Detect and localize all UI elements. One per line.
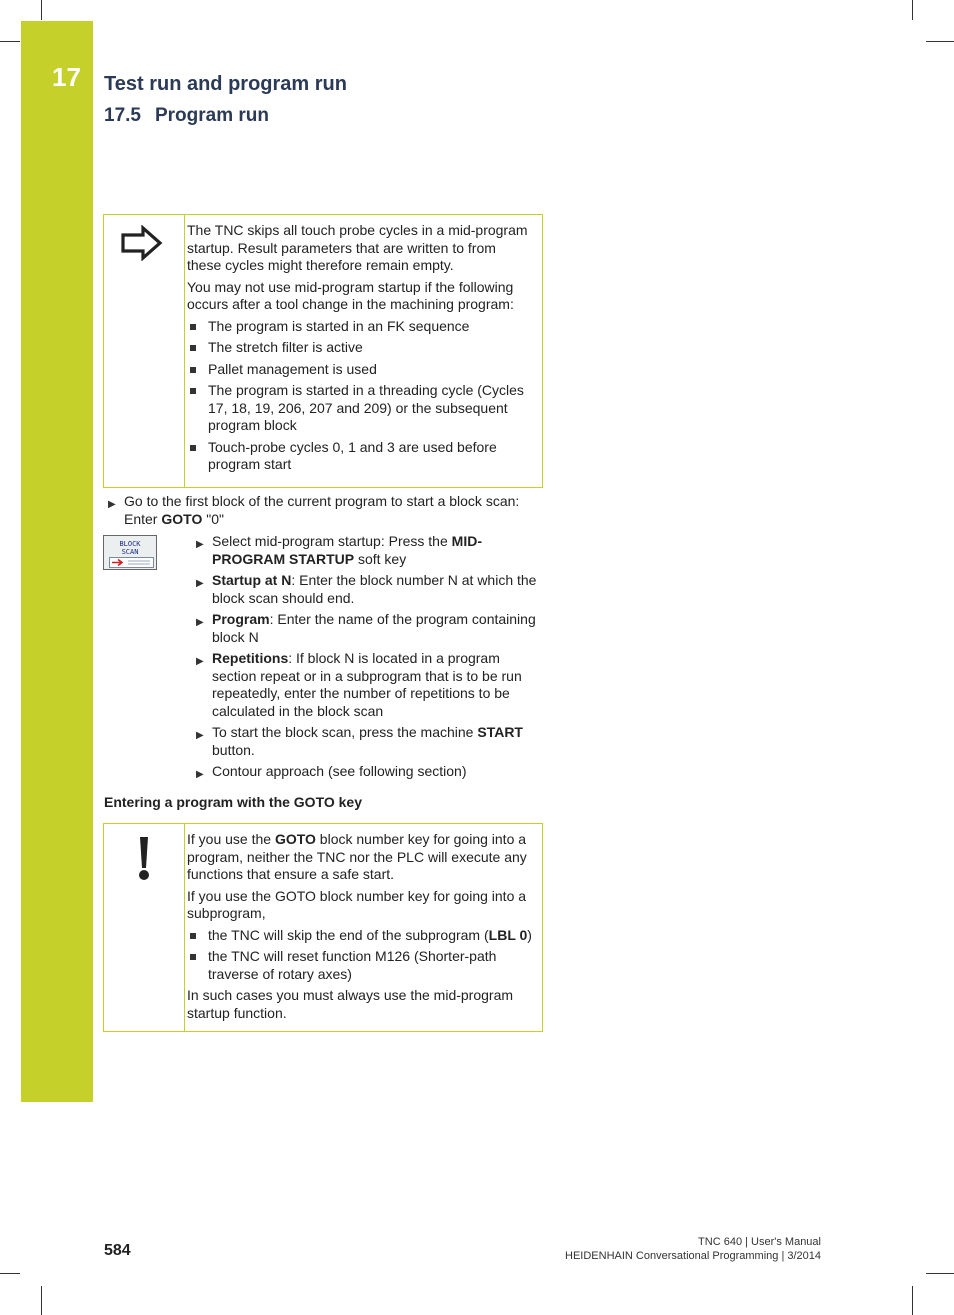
list-item: The stretch filter is active	[187, 339, 534, 357]
keyword: GOTO	[274, 831, 316, 847]
list-item: the TNC will skip the end of the subprogram (LBL 0)	[187, 927, 534, 945]
triangle-bullet-icon: ▶	[196, 769, 204, 780]
list-item: the TNC will reset function M126 (Shorter-path traverse of rotary axes)	[187, 948, 534, 983]
triangle-bullet-icon: ▶	[196, 730, 204, 741]
keyword: START	[477, 724, 523, 740]
keyword: Program	[212, 611, 270, 627]
steps-main	[104, 493, 544, 532]
step-goto: ▶ Go to the first block of the current program to start a block scan: Enter GOTO "0"	[108, 493, 520, 527]
softkey-label: SCAN	[121, 548, 139, 556]
note-content	[187, 824, 542, 1031]
note-bullet-list	[187, 318, 534, 474]
crop-mark	[912, 1286, 913, 1315]
step-contour-approach: ▶ Contour approach (see following section)	[192, 763, 544, 781]
note-box-warning	[103, 823, 543, 1032]
section-name: Program run	[154, 105, 270, 126]
keyword: Repetitions	[212, 650, 289, 666]
chapter-number: 17	[52, 62, 81, 92]
note-paragraph: If you use the GOTO block number key for going into a program, neither the TNC nor the PLC will execute any functions that ensure a safe start.	[187, 831, 527, 882]
keyword: GOTO	[161, 510, 203, 527]
triangle-bullet-icon: ▶	[108, 499, 116, 510]
note-bullet-list	[187, 927, 534, 984]
red-arrow-icon	[110, 558, 153, 567]
section-title	[104, 105, 269, 127]
crop-mark	[0, 1273, 20, 1274]
note-paragraph: In such cases you must always use the mid-program startup function.	[187, 987, 514, 1021]
crop-mark	[926, 41, 954, 42]
subheading: Entering a program with the GOTO key	[104, 794, 363, 810]
note-icon-column	[104, 824, 185, 1031]
crop-mark	[0, 41, 20, 42]
exclamation-icon	[134, 834, 154, 884]
footer-line: HEIDENHAIN Conversational Programming | 3/2014	[565, 1250, 821, 1262]
crop-mark	[912, 0, 913, 20]
keyword: MID-PROGRAM STARTUP	[212, 533, 482, 567]
footer-line: TNC 640 | User's Manual	[698, 1236, 821, 1248]
note-paragraph: The TNC skips all touch probe cycles in a mid-program startup. Result parameters that are written to from these cycles might therefore remain empty.	[187, 222, 528, 273]
steps-sub	[192, 533, 544, 785]
right-arrow-icon	[120, 225, 164, 261]
step-repetitions: ▶ Repetitions: If block N is located in a program section repeat or in a subprogram that is to be run repeatedly, enter the number of repetitions to be calculated in the block scan	[196, 650, 522, 719]
crop-mark	[926, 1273, 954, 1274]
step-select-startup: ▶ Select mid-program startup: Press the MID-PROGRAM STARTUP soft key	[196, 533, 482, 567]
step-startup-at-n: ▶ Startup at N: Enter the block number N at which the block scan should end.	[196, 572, 537, 606]
note-box-info	[103, 214, 543, 488]
keyword: LBL 0	[488, 926, 528, 943]
list-item: The program is started in an FK sequence	[187, 318, 534, 336]
softkey-graphic	[109, 557, 154, 568]
triangle-bullet-icon: ▶	[196, 539, 204, 550]
crop-mark	[41, 1286, 42, 1315]
triangle-bullet-icon: ▶	[196, 656, 204, 667]
note-icon-column	[104, 215, 185, 487]
list-item: The program is started in a threading cycle (Cycles 17, 18, 19, 206, 207 and 209) or the subsequent program block	[187, 382, 534, 435]
crop-mark	[41, 0, 42, 20]
list-item: Pallet management is used	[187, 361, 534, 379]
keyword: Startup at N	[212, 572, 292, 588]
softkey-label: BLOCK	[119, 540, 141, 548]
note-content	[187, 215, 542, 487]
page-number: 584	[104, 1242, 131, 1259]
step-program: ▶ Program: Enter the name of the program containing block N	[196, 611, 536, 645]
list-item: Touch-probe cycles 0, 1 and 3 are used before program start	[187, 439, 534, 474]
block-scan-softkey	[103, 535, 157, 570]
triangle-bullet-icon: ▶	[196, 617, 204, 628]
triangle-bullet-icon: ▶	[196, 578, 204, 589]
section-number: 17.5	[104, 105, 141, 126]
note-paragraph: If you use the GOTO block number key for going into a subprogram,	[187, 887, 527, 921]
chapter-title: Test run and program run	[104, 73, 347, 95]
note-paragraph: You may not use mid-program startup if the following occurs after a tool change in the machining program:	[187, 278, 514, 312]
chapter-sidebar	[21, 21, 93, 1102]
footer-info	[565, 1235, 821, 1263]
step-start: ▶ To start the block scan, press the machine START button.	[196, 724, 523, 758]
